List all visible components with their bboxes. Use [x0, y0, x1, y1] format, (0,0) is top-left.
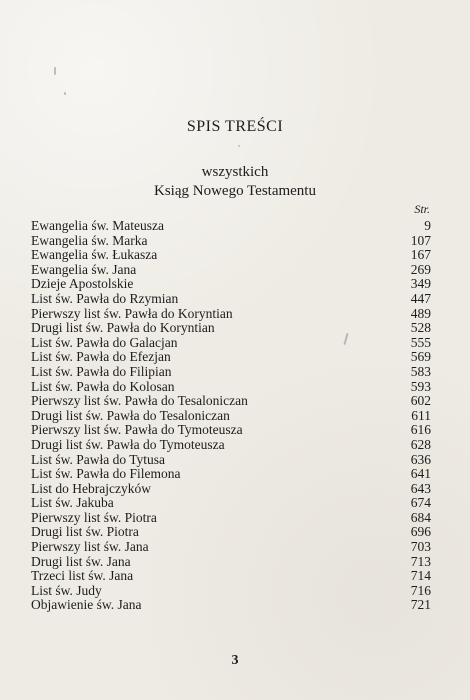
subtitle-line-2: Ksiąg Nowego Testamentu	[154, 183, 316, 199]
toc-entry-title: List św. Judy	[31, 583, 102, 598]
toc-entry-page: 721	[410, 597, 431, 613]
toc-entry-title: List św. Pawła do Rzymian	[31, 291, 179, 306]
toc-entry	[31, 525, 431, 540]
toc-entry	[31, 248, 431, 263]
toc-entry-title: Pierwszy list św. Pawła do Tesaloniczan	[31, 394, 248, 409]
toc-entry	[31, 307, 431, 322]
toc-entry-page: 643	[410, 480, 431, 496]
subtitle-line-1: wszystkich	[201, 164, 269, 180]
paper-speck	[238, 145, 240, 147]
toc-entry-title: Ewangelia św. Marka	[31, 233, 148, 248]
toc-entry-page: 489	[410, 305, 431, 321]
toc-entry-title: Drugi list św. Jana	[31, 554, 131, 569]
table-of-contents	[31, 219, 431, 613]
toc-entry	[31, 263, 431, 278]
toc-entry	[31, 482, 431, 497]
toc-entry	[31, 540, 431, 555]
toc-entry-title: List św. Pawła do Filipian	[31, 364, 172, 379]
toc-entry	[31, 555, 431, 570]
toc-entry-title: Drugi list św. Pawła do Tesaloniczan	[31, 408, 230, 423]
toc-entry-page: 528	[410, 320, 431, 336]
toc-entry-title: Drugi list św. Piotra	[31, 525, 139, 540]
toc-entry-title: List św. Pawła do Galacjan	[31, 335, 178, 350]
toc-entry-page: 602	[410, 393, 431, 409]
toc-entry-page: 167	[410, 247, 431, 263]
toc-entry-page: 696	[410, 524, 431, 540]
toc-entry-title: Ewangelia św. Jana	[31, 262, 137, 277]
toc-entry-page: 674	[410, 495, 431, 511]
toc-entry-page: 641	[410, 466, 431, 482]
toc-entry	[31, 584, 431, 599]
paper-speck	[54, 67, 56, 75]
toc-entry	[31, 453, 431, 468]
toc-entry-page: 269	[410, 261, 431, 277]
toc-entry-page: 713	[410, 553, 431, 569]
paper-speck	[64, 92, 66, 95]
toc-entry	[31, 409, 431, 424]
toc-entry	[31, 292, 431, 307]
toc-entry-title: Pierwszy list św. Pawła do Tymoteusza	[31, 423, 243, 438]
toc-entry-page: 716	[410, 582, 431, 598]
toc-entry	[31, 423, 431, 438]
toc-entry-page: 714	[410, 568, 431, 584]
toc-entry	[31, 350, 431, 365]
toc-entry-page: 593	[410, 378, 431, 394]
page-column-label: Str.	[414, 202, 430, 216]
toc-entry-title: List św. Pawła do Efezjan	[31, 350, 171, 365]
toc-entry	[31, 598, 431, 613]
toc-entry	[31, 365, 431, 380]
toc-entry	[31, 496, 431, 511]
toc-entry-page: 107	[410, 232, 431, 248]
toc-entry-title: Objawienie św. Jana	[31, 598, 142, 613]
toc-entry-title: Trzeci list św. Jana	[31, 569, 134, 584]
toc-entry	[31, 380, 431, 395]
toc-entry-title: Drugi list św. Pawła do Tymoteusza	[31, 437, 225, 452]
toc-entry-page: 616	[410, 422, 431, 438]
toc-entry-title: Pierwszy list św. Piotra	[31, 510, 157, 525]
toc-entry-page: 611	[411, 407, 431, 423]
toc-entry	[31, 438, 431, 453]
toc-entry	[31, 467, 431, 482]
toc-entry-page: 628	[410, 436, 431, 452]
toc-entry-page: 703	[410, 539, 431, 555]
toc-entry	[31, 277, 431, 292]
toc-entry-title: List św. Pawła do Kolosan	[31, 379, 175, 394]
toc-entry	[31, 219, 431, 234]
toc-entry-title: Drugi list św. Pawła do Koryntian	[31, 321, 215, 336]
page-number: 3	[231, 653, 239, 668]
toc-entry-page: 447	[410, 290, 431, 306]
toc-entry	[31, 234, 431, 249]
toc-entry-page: 555	[410, 334, 431, 350]
toc-entry-title: Ewangelia św. Łukasza	[31, 248, 158, 263]
toc-entry-title: List św. Jakuba	[31, 496, 114, 511]
toc-entry-title: Ewangelia św. Mateusza	[31, 219, 164, 233]
toc-entry-page: 349	[410, 276, 431, 292]
page-title: SPIS TREŚCI	[186, 118, 284, 135]
toc-entry-page: 9	[424, 218, 431, 233]
toc-entry-page: 583	[410, 363, 431, 379]
toc-entry-title: Pierwszy list św. Jana	[31, 540, 149, 555]
toc-entry-title: List św. Pawła do Tytusa	[31, 452, 166, 467]
toc-entry	[31, 394, 431, 409]
toc-entry-title: List do Hebrajczyków	[31, 481, 151, 496]
toc-entry-page: 636	[410, 451, 431, 467]
toc-entry	[31, 336, 431, 351]
toc-entry-page: 684	[410, 509, 431, 525]
toc-entry	[31, 511, 431, 526]
toc-entry-page: 569	[410, 349, 431, 365]
toc-entry	[31, 321, 431, 336]
toc-entry	[31, 569, 431, 584]
toc-entry-title: List św. Pawła do Filemona	[31, 467, 181, 482]
toc-entry-title: Pierwszy list św. Pawła do Koryntian	[31, 306, 233, 321]
toc-entry-title: Dzieje Apostolskie	[31, 277, 134, 292]
